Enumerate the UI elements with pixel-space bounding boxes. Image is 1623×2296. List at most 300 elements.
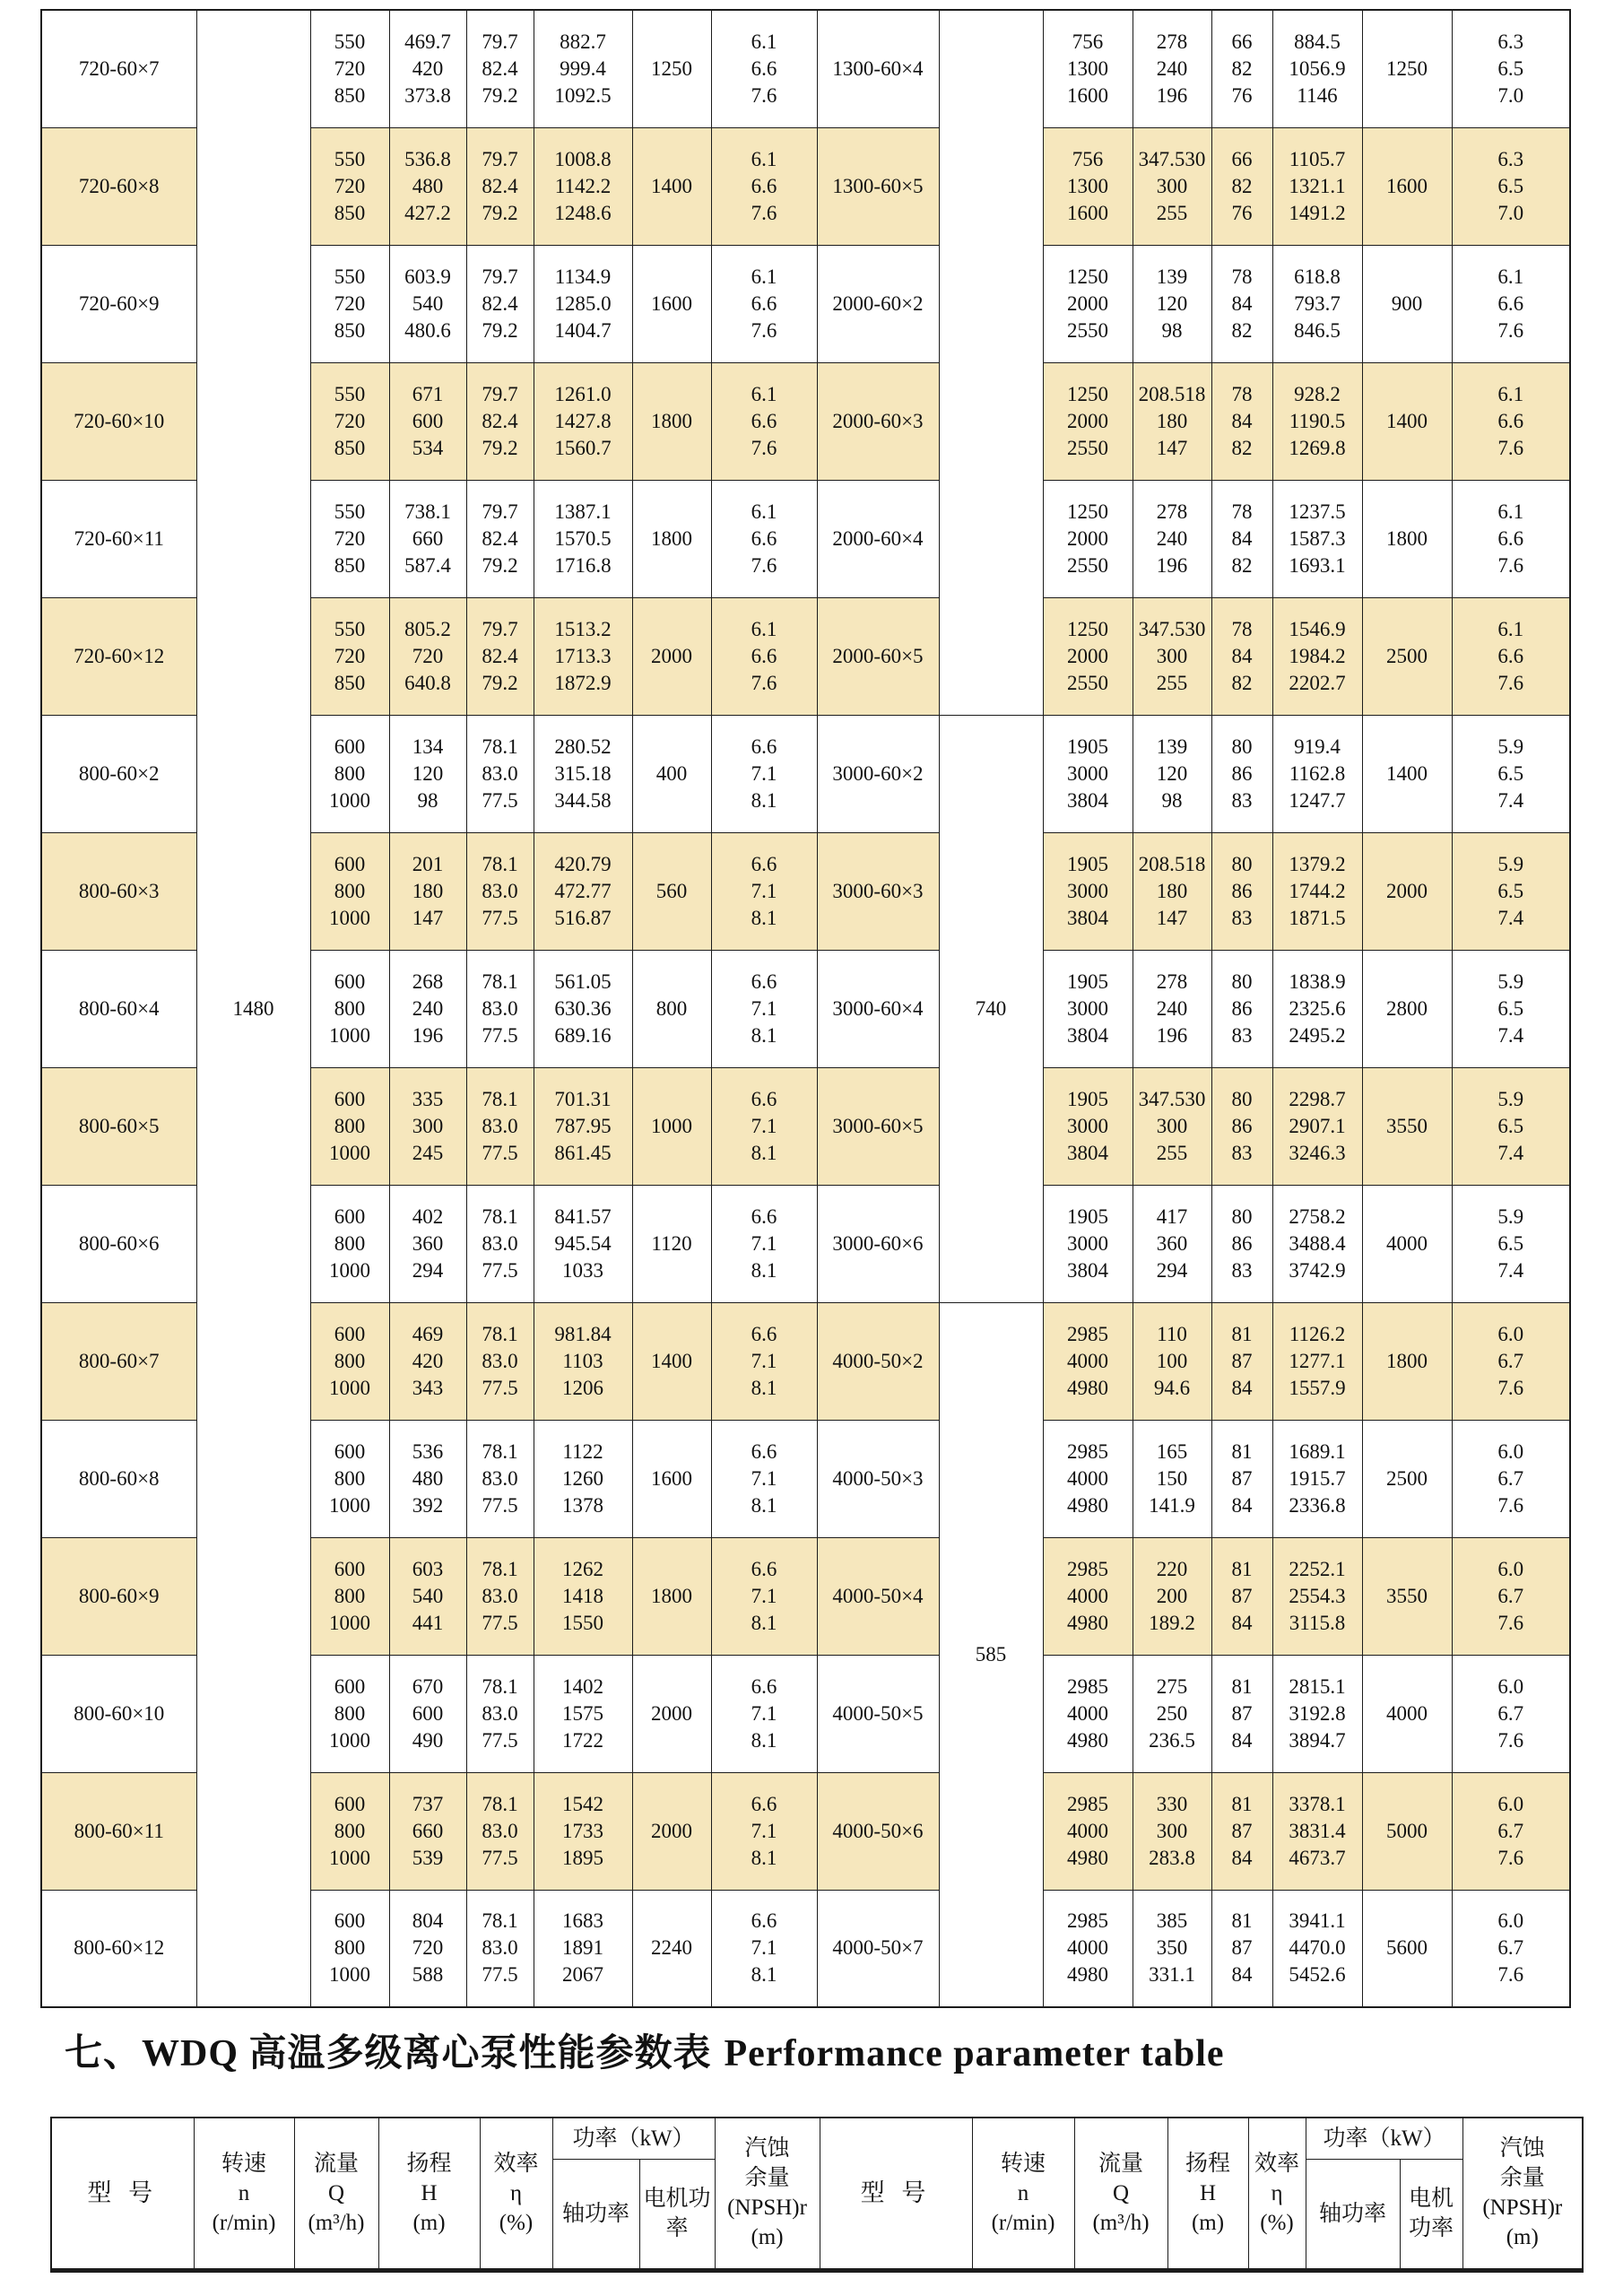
cell-flow-left bbox=[310, 1772, 389, 1890]
value-line: 671 bbox=[412, 382, 444, 405]
value-line: 3804 bbox=[1067, 788, 1108, 812]
value-line: 6.6 bbox=[751, 644, 777, 667]
value-line: 7.6 bbox=[1497, 553, 1524, 577]
value-line: 373.8 bbox=[404, 83, 451, 107]
value-line: 6.7 bbox=[1497, 1584, 1524, 1607]
cell-head-left bbox=[389, 1420, 466, 1537]
value-line: 8.1 bbox=[751, 1258, 777, 1282]
value-line: 1056.9 bbox=[1289, 57, 1346, 80]
cell-model-right: 3000-60×2 bbox=[817, 715, 939, 832]
value-line: 360 bbox=[1156, 1231, 1188, 1255]
cell-efficiency-right bbox=[1211, 1537, 1272, 1655]
value-line: 1206 bbox=[562, 1376, 603, 1399]
value-line: 1000 bbox=[329, 1023, 370, 1047]
cell-shaft-power-right bbox=[1272, 1302, 1362, 1420]
value-line: 77.5 bbox=[482, 1846, 518, 1869]
value-line: 600 bbox=[334, 1439, 366, 1463]
cell-shaft-power-right bbox=[1272, 1185, 1362, 1302]
value-line: 6.6 bbox=[751, 291, 777, 315]
value-line: 87 bbox=[1231, 1819, 1253, 1842]
value-line: 8.1 bbox=[751, 1023, 777, 1047]
value-line: 550 bbox=[334, 30, 366, 53]
value-line: 82 bbox=[1231, 57, 1253, 80]
value-line: 245 bbox=[412, 1141, 444, 1164]
cell-flow-right bbox=[1043, 1537, 1133, 1655]
value-line: 3000 bbox=[1067, 1231, 1108, 1255]
value-line: 1557.9 bbox=[1289, 1376, 1346, 1399]
value-line: 6.6 bbox=[1497, 526, 1524, 550]
value-line: 78.1 bbox=[482, 1792, 518, 1815]
value-line: 1600 bbox=[1067, 201, 1108, 224]
value-line: 79.7 bbox=[482, 147, 518, 170]
cell-motor-power-left: 560 bbox=[632, 832, 711, 950]
value-line: 1716.8 bbox=[554, 553, 612, 577]
cell-motor-power-left: 800 bbox=[632, 950, 711, 1067]
cell-model-left: 720-60×12 bbox=[41, 597, 196, 715]
value-line: 1905 bbox=[1067, 852, 1108, 875]
value-line: 3804 bbox=[1067, 906, 1108, 929]
cell-efficiency-left bbox=[466, 1302, 534, 1420]
value-line: 81 bbox=[1231, 1909, 1253, 1933]
value-line: 196 bbox=[412, 1023, 444, 1047]
value-line: 275 bbox=[1156, 1674, 1188, 1698]
value-line: 180 bbox=[1156, 879, 1188, 902]
value-line: 86 bbox=[1231, 1114, 1253, 1137]
cell-motor-power-left: 1800 bbox=[632, 1537, 711, 1655]
cell-flow-right bbox=[1043, 1185, 1133, 1302]
value-line: 78.1 bbox=[482, 1322, 518, 1345]
value-line: 1542 bbox=[562, 1792, 603, 1815]
value-line: 1277.1 bbox=[1289, 1349, 1346, 1372]
value-line: 6.1 bbox=[751, 382, 777, 405]
value-line: 8.1 bbox=[751, 788, 777, 812]
cell-model-left: 800-60×10 bbox=[41, 1655, 196, 1772]
cell-motor-power-left: 2240 bbox=[632, 1890, 711, 2007]
value-line: 2252.1 bbox=[1289, 1557, 1346, 1580]
value-line: 7.6 bbox=[1497, 1728, 1524, 1752]
value-line: 79.7 bbox=[482, 382, 518, 405]
value-line: 1300 bbox=[1067, 174, 1108, 197]
value-line: 469 bbox=[412, 1322, 444, 1345]
value-line: 7.6 bbox=[1497, 1963, 1524, 1987]
value-line: 79.7 bbox=[482, 265, 518, 288]
value-line: 8.1 bbox=[751, 1963, 777, 1987]
value-line: 2985 bbox=[1067, 1674, 1108, 1698]
cell-motor-power-right: 2000 bbox=[1362, 832, 1452, 950]
value-line: 2000 bbox=[1067, 526, 1108, 550]
value-line: 255 bbox=[1156, 671, 1188, 694]
value-line: 1418 bbox=[562, 1584, 603, 1607]
cell-shaft-power-right bbox=[1272, 1772, 1362, 1890]
value-line: 600 bbox=[334, 1322, 366, 1345]
value-line: 7.1 bbox=[751, 1349, 777, 1372]
value-line: 2202.7 bbox=[1289, 671, 1346, 694]
cell-efficiency-right bbox=[1211, 832, 1272, 950]
value-line: 120 bbox=[1156, 761, 1188, 785]
cell-motor-power-left: 400 bbox=[632, 715, 711, 832]
cell-npsh-left bbox=[711, 597, 817, 715]
value-line: 347.530 bbox=[1138, 1087, 1206, 1110]
value-line: 4980 bbox=[1067, 1493, 1108, 1517]
cell-flow-right bbox=[1043, 950, 1133, 1067]
value-line: 83.0 bbox=[482, 1819, 518, 1842]
cell-shaft-power-left bbox=[534, 1655, 632, 1772]
cell-model-right: 3000-60×4 bbox=[817, 950, 939, 1067]
value-line: 87 bbox=[1231, 1349, 1253, 1372]
cell-npsh-right bbox=[1452, 480, 1570, 597]
value-line: 1000 bbox=[329, 906, 370, 929]
value-line: 80 bbox=[1231, 1205, 1253, 1228]
value-line: 200 bbox=[1156, 1584, 1188, 1607]
cell-head-left bbox=[389, 1890, 466, 2007]
cell-model-right: 2000-60×5 bbox=[817, 597, 939, 715]
value-line: 78.1 bbox=[482, 1439, 518, 1463]
header-model-left: 型 号 bbox=[51, 2118, 194, 2270]
value-line: 6.6 bbox=[1497, 409, 1524, 432]
cell-model-right: 1300-60×5 bbox=[817, 127, 939, 245]
value-line: 1000 bbox=[329, 1141, 370, 1164]
value-line: 2985 bbox=[1067, 1792, 1108, 1815]
cell-efficiency-left bbox=[466, 832, 534, 950]
value-line: 600 bbox=[334, 1557, 366, 1580]
value-line: 84 bbox=[1231, 526, 1253, 550]
cell-motor-power-left: 2000 bbox=[632, 597, 711, 715]
value-line: 196 bbox=[1156, 553, 1188, 577]
value-line: 800 bbox=[334, 1466, 366, 1490]
value-line: 7.1 bbox=[751, 1819, 777, 1842]
value-line: 841.57 bbox=[554, 1205, 612, 1228]
value-line: 4000 bbox=[1067, 1701, 1108, 1725]
cell-npsh-left bbox=[711, 832, 817, 950]
value-line: 1838.9 bbox=[1289, 970, 1346, 993]
cell-npsh-right bbox=[1452, 10, 1570, 127]
value-line: 2758.2 bbox=[1289, 1205, 1346, 1228]
value-line: 536.8 bbox=[404, 147, 451, 170]
value-line: 1134.9 bbox=[554, 265, 612, 288]
value-line: 1285.0 bbox=[554, 291, 612, 315]
value-line: 7.6 bbox=[751, 201, 777, 224]
value-line: 7.6 bbox=[1497, 318, 1524, 342]
value-line: 7.0 bbox=[1497, 83, 1524, 107]
value-line: 6.6 bbox=[751, 735, 777, 758]
cell-head-left bbox=[389, 127, 466, 245]
value-line: 7.4 bbox=[1497, 788, 1524, 812]
value-line: 6.0 bbox=[1497, 1909, 1524, 1933]
value-line: 800 bbox=[334, 1701, 366, 1725]
cell-head-right bbox=[1133, 832, 1211, 950]
value-line: 6.6 bbox=[751, 57, 777, 80]
cell-flow-left bbox=[310, 832, 389, 950]
cell-model-left: 800-60×8 bbox=[41, 1420, 196, 1537]
cell-flow-right bbox=[1043, 1890, 1133, 2007]
value-line: 469.7 bbox=[404, 30, 451, 53]
value-line: 3000 bbox=[1067, 996, 1108, 1020]
value-line: 79.7 bbox=[482, 617, 518, 640]
value-line: 4000 bbox=[1067, 1584, 1108, 1607]
value-line: 83.0 bbox=[482, 879, 518, 902]
cell-head-left bbox=[389, 1185, 466, 1302]
cell-head-right bbox=[1133, 1772, 1211, 1890]
value-line: 6.1 bbox=[1497, 617, 1524, 640]
cell-efficiency-left bbox=[466, 715, 534, 832]
value-line: 180 bbox=[412, 879, 444, 902]
value-line: 6.6 bbox=[751, 1674, 777, 1698]
value-line: 805.2 bbox=[404, 617, 451, 640]
cell-shaft-power-left bbox=[534, 127, 632, 245]
cell-efficiency-left bbox=[466, 1537, 534, 1655]
value-line: 7.1 bbox=[751, 1701, 777, 1725]
value-line: 83 bbox=[1231, 1141, 1253, 1164]
cell-flow-left bbox=[310, 1537, 389, 1655]
cell-flow-left bbox=[310, 10, 389, 127]
value-line: 76 bbox=[1231, 83, 1253, 107]
cell-motor-power-left: 2000 bbox=[632, 1772, 711, 1890]
value-line: 850 bbox=[334, 436, 366, 459]
cell-shaft-power-left bbox=[534, 950, 632, 1067]
value-line: 2985 bbox=[1067, 1909, 1108, 1933]
value-line: 861.45 bbox=[554, 1141, 612, 1164]
value-line: 6.6 bbox=[751, 174, 777, 197]
cell-shaft-power-right bbox=[1272, 597, 1362, 715]
value-line: 1000 bbox=[329, 1376, 370, 1399]
value-line: 720 bbox=[334, 526, 366, 550]
value-line: 6.1 bbox=[751, 265, 777, 288]
value-line: 83 bbox=[1231, 1258, 1253, 1282]
cell-head-right bbox=[1133, 1890, 1211, 2007]
cell-shaft-power-right bbox=[1272, 832, 1362, 950]
cell-shaft-power-left bbox=[534, 245, 632, 362]
value-line: 846.5 bbox=[1294, 318, 1341, 342]
value-line: 86 bbox=[1231, 1231, 1253, 1255]
value-line: 268 bbox=[412, 970, 444, 993]
value-line: 417 bbox=[1156, 1205, 1188, 1228]
cell-head-right bbox=[1133, 597, 1211, 715]
value-line: 79.7 bbox=[482, 30, 518, 53]
value-line: 82.4 bbox=[482, 291, 518, 315]
value-line: 6.6 bbox=[751, 1557, 777, 1580]
value-line: 4000 bbox=[1067, 1936, 1108, 1960]
cell-flow-left bbox=[310, 127, 389, 245]
value-line: 2325.6 bbox=[1289, 996, 1346, 1020]
value-line: 5.9 bbox=[1497, 1087, 1524, 1110]
cell-shaft-power-left bbox=[534, 1420, 632, 1537]
value-line: 236.5 bbox=[1149, 1728, 1195, 1752]
value-line: 1387.1 bbox=[554, 500, 612, 523]
value-line: 2000 bbox=[1067, 644, 1108, 667]
cell-flow-right bbox=[1043, 1067, 1133, 1185]
cell-model-left: 720-60×7 bbox=[41, 10, 196, 127]
value-line: 385 bbox=[1156, 1909, 1188, 1933]
cell-head-right bbox=[1133, 10, 1211, 127]
cell-shaft-power-left bbox=[534, 10, 632, 127]
value-line: 77.5 bbox=[482, 788, 518, 812]
cell-efficiency-left bbox=[466, 362, 534, 480]
value-line: 6.3 bbox=[1497, 147, 1524, 170]
cell-motor-power-right: 1400 bbox=[1362, 715, 1452, 832]
value-line: 147 bbox=[412, 906, 444, 929]
value-line: 1248.6 bbox=[554, 201, 612, 224]
value-line: 78 bbox=[1231, 617, 1253, 640]
value-line: 77.5 bbox=[482, 1963, 518, 1987]
value-line: 79.2 bbox=[482, 671, 518, 694]
main-table-body bbox=[41, 10, 1570, 2007]
value-line: 5.9 bbox=[1497, 852, 1524, 875]
value-line: 603.9 bbox=[404, 265, 451, 288]
value-line: 7.6 bbox=[1497, 436, 1524, 459]
value-line: 6.0 bbox=[1497, 1557, 1524, 1580]
value-line: 80 bbox=[1231, 1087, 1253, 1110]
value-line: 84 bbox=[1231, 1493, 1253, 1517]
value-line: 720 bbox=[334, 409, 366, 432]
value-line: 78.1 bbox=[482, 852, 518, 875]
cell-npsh-left bbox=[711, 127, 817, 245]
value-line: 550 bbox=[334, 265, 366, 288]
cell-model-right: 4000-50×7 bbox=[817, 1890, 939, 2007]
header-head-right: 扬程 H (m) bbox=[1167, 2118, 1248, 2270]
value-line: 83.0 bbox=[482, 1349, 518, 1372]
value-line: 660 bbox=[412, 1819, 444, 1842]
cell-efficiency-right bbox=[1211, 1420, 1272, 1537]
value-line: 94.6 bbox=[1153, 1376, 1191, 1399]
value-line: 280.52 bbox=[554, 735, 612, 758]
value-line: 82 bbox=[1231, 671, 1253, 694]
value-line: 1905 bbox=[1067, 1205, 1108, 1228]
value-line: 83 bbox=[1231, 906, 1253, 929]
table-row bbox=[41, 10, 1570, 127]
value-line: 800 bbox=[334, 1584, 366, 1607]
header-model-right: 型 号 bbox=[820, 2118, 972, 2270]
cell-flow-right bbox=[1043, 362, 1133, 480]
value-line: 81 bbox=[1231, 1557, 1253, 1580]
value-line: 1000 bbox=[329, 1493, 370, 1517]
value-line: 756 bbox=[1072, 30, 1104, 53]
cell-head-right bbox=[1133, 362, 1211, 480]
value-line: 793.7 bbox=[1294, 291, 1341, 315]
value-line: 600 bbox=[334, 735, 366, 758]
cell-motor-power-right: 4000 bbox=[1362, 1655, 1452, 1772]
value-line: 2298.7 bbox=[1289, 1087, 1346, 1110]
cell-model-left: 800-60×9 bbox=[41, 1537, 196, 1655]
value-line: 3831.4 bbox=[1289, 1819, 1346, 1842]
value-line: 999.4 bbox=[560, 57, 606, 80]
value-line: 6.7 bbox=[1497, 1819, 1524, 1842]
cell-shaft-power-left bbox=[534, 597, 632, 715]
value-line: 81 bbox=[1231, 1674, 1253, 1698]
value-line: 84 bbox=[1231, 1611, 1253, 1634]
value-line: 240 bbox=[1156, 996, 1188, 1020]
value-line: 2550 bbox=[1067, 553, 1108, 577]
cell-model-right: 3000-60×5 bbox=[817, 1067, 939, 1185]
cell-efficiency-left bbox=[466, 1655, 534, 1772]
cell-npsh-right bbox=[1452, 1655, 1570, 1772]
cell-model-left: 800-60×7 bbox=[41, 1302, 196, 1420]
value-line: 82.4 bbox=[482, 57, 518, 80]
cell-npsh-right bbox=[1452, 362, 1570, 480]
value-line: 2000 bbox=[1067, 291, 1108, 315]
value-line: 884.5 bbox=[1294, 30, 1341, 53]
cell-speed-left: 1480 bbox=[196, 10, 310, 2007]
value-line: 561.05 bbox=[554, 970, 612, 993]
value-line: 84 bbox=[1231, 409, 1253, 432]
cell-efficiency-left bbox=[466, 127, 534, 245]
cell-head-left bbox=[389, 10, 466, 127]
value-line: 5.9 bbox=[1497, 970, 1524, 993]
cell-npsh-right bbox=[1452, 950, 1570, 1067]
cell-motor-power-left: 1250 bbox=[632, 10, 711, 127]
value-line: 100 bbox=[1156, 1349, 1188, 1372]
value-line: 670 bbox=[412, 1674, 444, 1698]
value-line: 77.5 bbox=[482, 1728, 518, 1752]
cell-shaft-power-right bbox=[1272, 1655, 1362, 1772]
cell-shaft-power-left bbox=[534, 362, 632, 480]
cell-efficiency-right bbox=[1211, 715, 1272, 832]
value-line: 6.5 bbox=[1497, 761, 1524, 785]
cell-efficiency-left bbox=[466, 1067, 534, 1185]
cell-shaft-power-left bbox=[534, 1537, 632, 1655]
value-line: 150 bbox=[1156, 1466, 1188, 1490]
value-line: 7.6 bbox=[751, 553, 777, 577]
value-line: 331.1 bbox=[1149, 1963, 1195, 1987]
value-line: 6.0 bbox=[1497, 1322, 1524, 1345]
value-line: 82.4 bbox=[482, 526, 518, 550]
cell-motor-power-right: 5600 bbox=[1362, 1890, 1452, 2007]
cell-npsh-right bbox=[1452, 1772, 1570, 1890]
value-line: 6.7 bbox=[1497, 1349, 1524, 1372]
value-line: 516.87 bbox=[554, 906, 612, 929]
value-line: 76 bbox=[1231, 201, 1253, 224]
cell-flow-right bbox=[1043, 1420, 1133, 1537]
cell-motor-power-left: 1120 bbox=[632, 1185, 711, 1302]
value-line: 550 bbox=[334, 147, 366, 170]
value-line: 208.518 bbox=[1138, 382, 1206, 405]
value-line: 850 bbox=[334, 201, 366, 224]
cell-model-right: 2000-60×2 bbox=[817, 245, 939, 362]
value-line: 240 bbox=[1156, 526, 1188, 550]
value-line: 2815.1 bbox=[1289, 1674, 1346, 1698]
value-line: 86 bbox=[1231, 761, 1253, 785]
value-line: 2907.1 bbox=[1289, 1114, 1346, 1137]
value-line: 294 bbox=[412, 1258, 444, 1282]
cell-efficiency-right bbox=[1211, 950, 1272, 1067]
value-line: 79.2 bbox=[482, 553, 518, 577]
value-line: 1008.8 bbox=[554, 147, 612, 170]
value-line: 1126.2 bbox=[1289, 1322, 1346, 1345]
value-line: 1260 bbox=[562, 1466, 603, 1490]
value-line: 6.6 bbox=[751, 1322, 777, 1345]
value-line: 2336.8 bbox=[1289, 1493, 1346, 1517]
cell-flow-right bbox=[1043, 1302, 1133, 1420]
value-line: 6.6 bbox=[751, 1439, 777, 1463]
cell-npsh-left bbox=[711, 950, 817, 1067]
cell-flow-right bbox=[1043, 1772, 1133, 1890]
value-line: 7.4 bbox=[1497, 906, 1524, 929]
value-line: 720 bbox=[412, 644, 444, 667]
value-line: 82.4 bbox=[482, 644, 518, 667]
value-line: 882.7 bbox=[560, 30, 606, 53]
value-line: 86 bbox=[1231, 996, 1253, 1020]
value-line: 1891 bbox=[562, 1936, 603, 1960]
value-line: 250 bbox=[1156, 1701, 1188, 1725]
value-line: 1146 bbox=[1297, 83, 1338, 107]
value-line: 472.77 bbox=[554, 879, 612, 902]
value-line: 278 bbox=[1156, 500, 1188, 523]
value-line: 550 bbox=[334, 500, 366, 523]
value-line: 600 bbox=[334, 852, 366, 875]
value-line: 7.4 bbox=[1497, 1141, 1524, 1164]
value-line: 278 bbox=[1156, 30, 1188, 53]
value-line: 630.36 bbox=[554, 996, 612, 1020]
value-line: 539 bbox=[412, 1846, 444, 1869]
